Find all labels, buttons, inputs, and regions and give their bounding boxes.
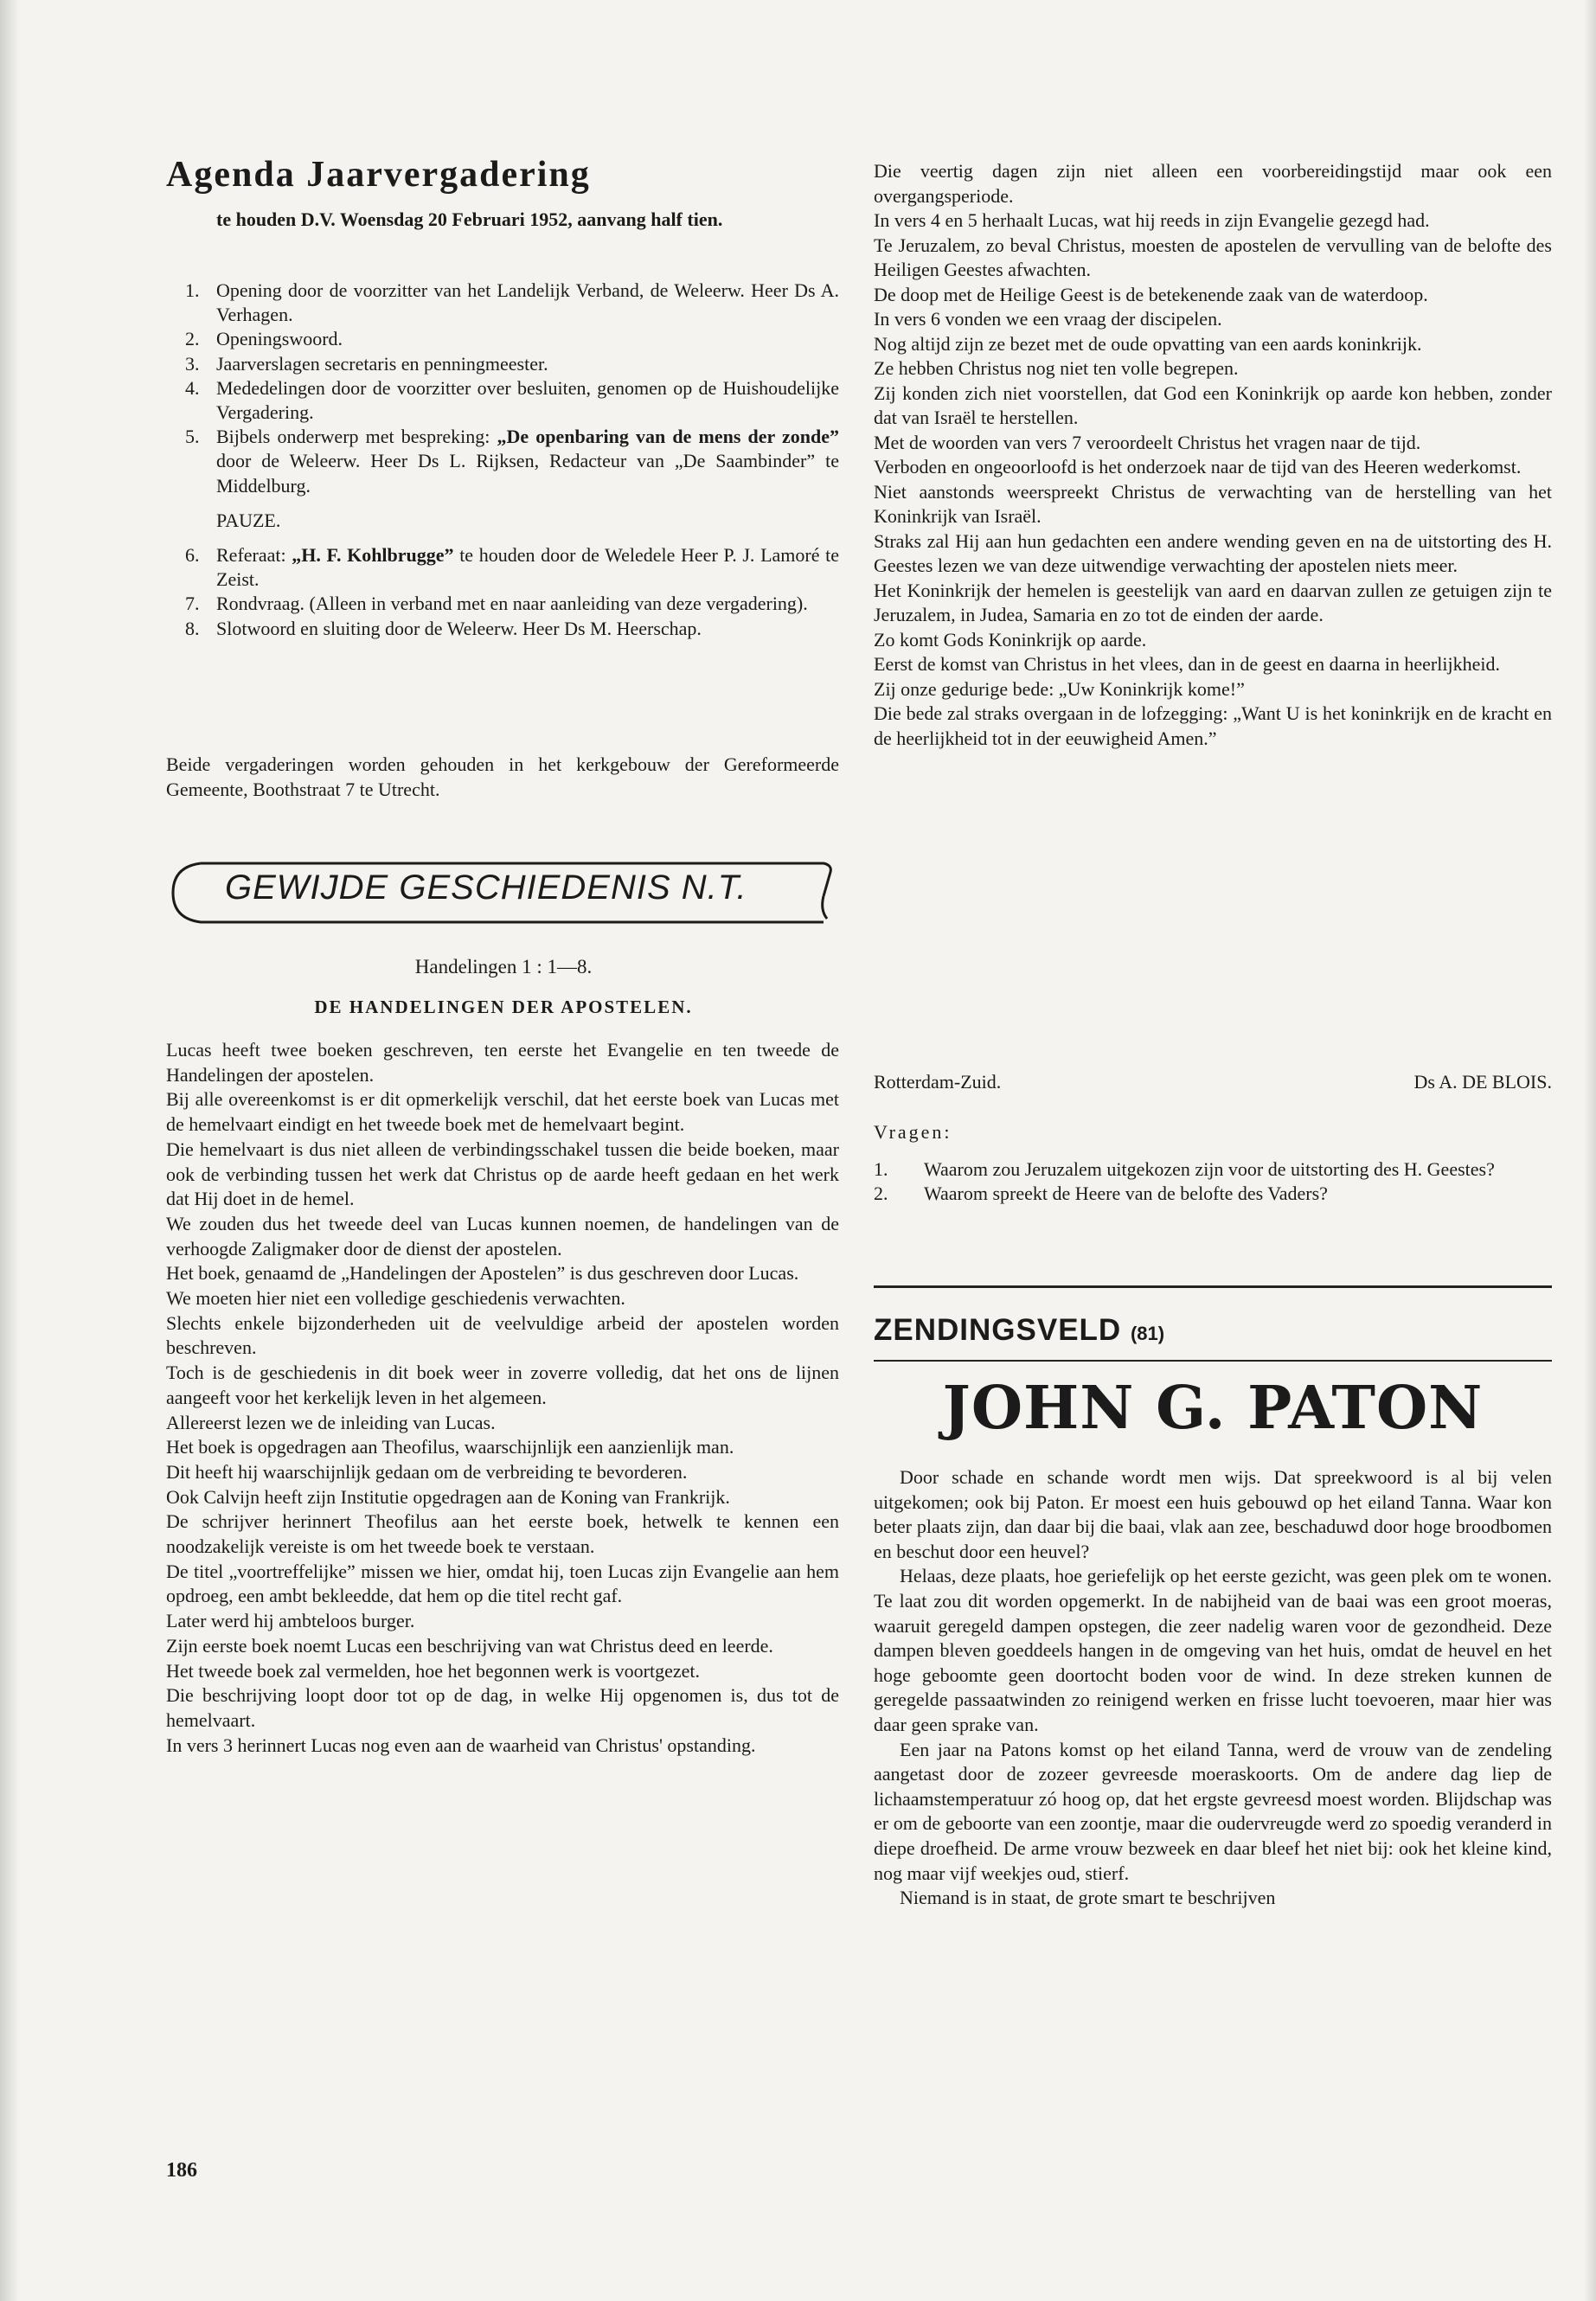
section-banner xyxy=(166,858,841,927)
agenda-closing: Beide vergaderingen worden gehouden in het kerkgebouw der Gereformeerde Gemeente, Boothstraat 7 te Utrecht. xyxy=(166,753,839,800)
paragraph: De titel „voortreffelijke” missen we hier, omdat hij, toen Lucas zijn Evangelie aan hem opdroeg, een ambt bekleedde, dat hem op die titel recht gaf. xyxy=(166,1560,839,1607)
question-item: 2. Waarom spreekt de Heere van de belofte des Vaders? xyxy=(874,1182,1328,1204)
agenda-item: 3. Jaarverslagen secretaris en penningmeester. xyxy=(185,352,548,375)
paragraph: Slechts enkele bijzonderheden uit de veelvuldige arbeid der apostelen worden beschreven. xyxy=(166,1311,839,1359)
page-gutter-left xyxy=(0,0,19,2301)
agenda-item: 5. Bijbels onderwerp met bespreking: „De openbaring van de mens der zonde” door de Weleerw. Heer Ds L. Rijksen, Redacteur van „De Saambinder” te Middelburg. xyxy=(185,426,839,497)
section-divider xyxy=(874,1285,1552,1288)
article-body xyxy=(166,1038,839,1758)
agenda-item: 1. Opening door de voorzitter van het Landelijk Verband, de Weleerw. Heer Ds A. Verhagen. xyxy=(185,279,839,326)
agenda-item: 7. Rondvraag. (Alleen in verband met en naar aanleiding van deze vergadering). xyxy=(185,593,808,615)
paragraph: Bij alle overeenkomst is er dit opmerkelijk verschil, dat het eerste boek van Lucas met de hemelvaart eindigt en het tweede boek met de hemelvaart begint. xyxy=(166,1088,839,1136)
paragraph: De doop met de Heilige Geest is de betekenende zaak van de waterdoop. xyxy=(874,283,1428,305)
paragraph: Een jaar na Patons komst op het eiland Tanna, werd de vrouw van de zendeling aangetast door de zozeer gevreesde moeraskoorts. Om de andere dag liep de lichaamstemperatuur zó hoog op, dat het ergste gevreesd moest worden. Blijdschap was er om de geboorte van een zoontje, maar die oudervreugde werd zo spoedig veranderd in diepe droefheid. De arme vrouw bezweek en daar bleef het niet bij: ook het kleine kind, nog maar vijf weekjes oud, stierf. xyxy=(874,1738,1552,1884)
agenda-item: 4. Mededelingen door de voorzitter over besluiten, genomen op de Huishoudelijke Vergadering. xyxy=(185,376,839,424)
paragraph: Straks zal Hij aan hun gedachten een andere wending geven en na de uitstorting des H. Geestes lezen we van deze uitwendige verwachting der apostelen niets meer. xyxy=(874,529,1552,576)
paragraph: Het tweede boek zal vermelden, hoe het begonnen werk is voortgezet. xyxy=(166,1659,700,1682)
paragraph: Dit heeft hij waarschijnlijk gedaan om de verbreiding te bevorderen. xyxy=(166,1460,688,1483)
paragraph: Die bede zal straks overgaan in de lofzegging: „Want U is het koninkrijk en de kracht en de heerlijkheid tot in der eeuwigheid Amen.” xyxy=(874,702,1552,749)
paragraph: Allereerst lezen we de inleiding van Lucas. xyxy=(166,1411,496,1433)
signature-author: Ds A. DE BLOIS. xyxy=(1413,1071,1552,1093)
agenda-item: 2. Openingswoord. xyxy=(185,328,343,350)
paragraph: In vers 4 en 5 herhaalt Lucas, wat hij reeds in zijn Evangelie gezegd had. xyxy=(874,209,1430,231)
paragraph: Het boek, genaamd de „Handelingen der Apostelen” is dus geschreven door Lucas. xyxy=(166,1262,799,1285)
paragraph: Zij konden zich niet voorstellen, dat God een Koninkrijk op aarde kon hebben, zonder dat van Israël te herstellen. xyxy=(874,381,1552,428)
paragraph: Die hemelvaart is dus niet alleen de verbindingsschakel tussen die beide boeken, maar ook de verbinding tussen het werk dat Christus op de aarde heeft gedaan en het werk dat Hij doet in de hemel. xyxy=(166,1138,839,1210)
paragraph: In vers 3 herinnert Lucas nog even aan de waarheid van Christus' opstanding. xyxy=(166,1734,756,1756)
paragraph: Eerst de komst van Christus in het vlees, dan in de geest en daarna in heerlijkheid. xyxy=(874,653,1500,675)
agenda-subtitle: te houden D.V. Woensdag 20 Februari 1952, aanvang half tien. xyxy=(216,208,723,230)
section-divider xyxy=(874,1360,1552,1362)
paragraph: Het boek is opgedragen aan Theofilus, waarschijnlijk een aanzienlijk man. xyxy=(166,1436,734,1458)
article-body-continued xyxy=(874,159,1552,751)
paragraph: Lucas heeft twee boeken geschreven, ten eerste het Evangelie en ten tweede de Handelingen der apostelen. xyxy=(166,1039,839,1086)
agenda-title: Agenda Jaarvergadering xyxy=(166,155,591,195)
paragraph: In vers 6 vonden we een vraag der discipelen. xyxy=(874,308,1222,330)
paragraph: We moeten hier niet een volledige geschiedenis verwachten. xyxy=(166,1287,625,1310)
paragraph: Die beschrijving loopt door tot op de dag, in welke Hij opgenomen is, dus tot de hemelvaart. xyxy=(166,1684,839,1731)
paragraph: Later werd hij ambteloos burger. xyxy=(166,1610,415,1632)
zending-body xyxy=(874,1465,1552,1911)
article-title: DE HANDELINGEN DER APOSTELEN. xyxy=(314,997,693,1017)
signature xyxy=(874,1071,1552,1093)
page-number: 186 xyxy=(166,2159,197,2182)
paragraph: Te Jeruzalem, zo beval Christus, moesten de apostelen de vervulling van de belofte des Heiligen Geestes afwachten. xyxy=(874,234,1552,280)
section-title: ZENDINGSVELD (81) xyxy=(874,1313,1165,1347)
paragraph: Zijn eerste boek noemt Lucas een beschrijving van wat Christus deed en leerde. xyxy=(166,1634,773,1657)
agenda-list xyxy=(185,279,839,641)
question-item: 1. Waarom zou Jeruzalem uitgekozen zijn voor de uitstorting des H. Geestes? xyxy=(874,1158,1495,1180)
paragraph: Verboden en ongeoorloofd is het onderzoek naar de tijd van des Heeren wederkomst. xyxy=(874,456,1522,478)
paragraph: Door schade en schande wordt men wijs. Dat spreekwoord is al bij velen uitgekomen; ook bij Paton. Er moest een huis gebouwd op het eiland Tanna. Waar kon beter plaats zijn, dan daar bij die baai, vlak aan zee, beschaduwd door hoge broodbomen en beschut door een heuvel? xyxy=(874,1466,1552,1562)
banner-title: GEWIJDE GESCHIEDENIS N.T. xyxy=(225,868,747,907)
signature-place: Rotterdam-Zuid. xyxy=(874,1071,1002,1093)
paragraph: Ze hebben Christus nog niet ten volle begrepen. xyxy=(874,357,1239,379)
page-gutter-right xyxy=(1584,0,1596,2301)
paragraph: Het Koninkrijk der hemelen is geestelijk van aard en daarvan zullen ze getuigen zijn te Jeruzalem, in Judea, Samaria en zo tot de einden der aarde. xyxy=(874,579,1552,625)
agenda-pauze: PAUZE. xyxy=(216,509,281,531)
paragraph: Niet aanstonds weerspreekt Christus de verwachting van de herstelling van het Koninkrijk van Israël. xyxy=(874,480,1552,527)
paragraph: Die veertig dagen zijn niet alleen een voorbereidingstijd maar ook een overgangsperiode. xyxy=(874,160,1552,207)
questions-list xyxy=(874,1157,1552,1205)
paragraph: We zouden dus het tweede deel van Lucas kunnen noemen, de handelingen van de verhoogde Zaligmaker door de dienst der apostelen. xyxy=(166,1212,839,1259)
agenda-item: 6. Referaat: „H. F. Kohlbrugge” te houden door de Weledele Heer P. J. Lamoré te Zeist. xyxy=(185,544,839,591)
agenda-item: 8. Slotwoord en sluiting door de Weleerw. Heer Ds M. Heerschap. xyxy=(185,617,702,639)
paragraph: Zij onze gedurige bede: „Uw Koninkrijk kome!” xyxy=(874,677,1245,700)
article-headline: JOHN G. PATON xyxy=(942,1374,1484,1443)
questions-title: Vragen: xyxy=(874,1121,952,1143)
paragraph: Helaas, deze plaats, hoe geriefelijk op het eerste gezicht, was geen plek om te wonen. Te laat zou dit worden opgemerkt. In de nabijheid van de baai was een groot moeras, waaruit geregeld dampen opstegen, die zeer nadelig waren voor de gezondheid. Deze dampen bleven goeddeels hangen in de omgeving van het huis, omdat de heuvel en het hoge geboomte geen doortocht boden voor de wind. In deze streken kunnen de geregelde passaatwinden zo reinigend werken en frisse lucht toevoeren, maar hier was daar geen sprake van. xyxy=(874,1565,1552,1735)
paragraph: Zo komt Gods Koninkrijk op aarde. xyxy=(874,628,1147,651)
paragraph: Met de woorden van vers 7 veroordeelt Christus het vragen naar de tijd. xyxy=(874,431,1421,453)
paragraph: Ook Calvijn heeft zijn Institutie opgedragen aan de Koning van Frankrijk. xyxy=(166,1485,730,1508)
scripture-reference: Handelingen 1 : 1—8. xyxy=(414,956,593,977)
paragraph: Niemand is in staat, de grote smart te beschrijven xyxy=(900,1887,1276,1909)
section-number: (81) xyxy=(1130,1323,1165,1344)
paragraph: Nog altijd zijn ze bezet met de oude opvatting van een aards koninkrijk. xyxy=(874,332,1422,355)
paragraph: De schrijver herinnert Theofilus aan het eerste boek, hetwelk te kennen een noodzakelijk vereiste is om het tweede boek te verstaan. xyxy=(166,1510,839,1558)
paragraph: Toch is de geschiedenis in dit boek weer in zoverre volledig, dat het ons de lijnen aangeeft voor het kerkelijk leven in het algemeen. xyxy=(166,1362,839,1408)
